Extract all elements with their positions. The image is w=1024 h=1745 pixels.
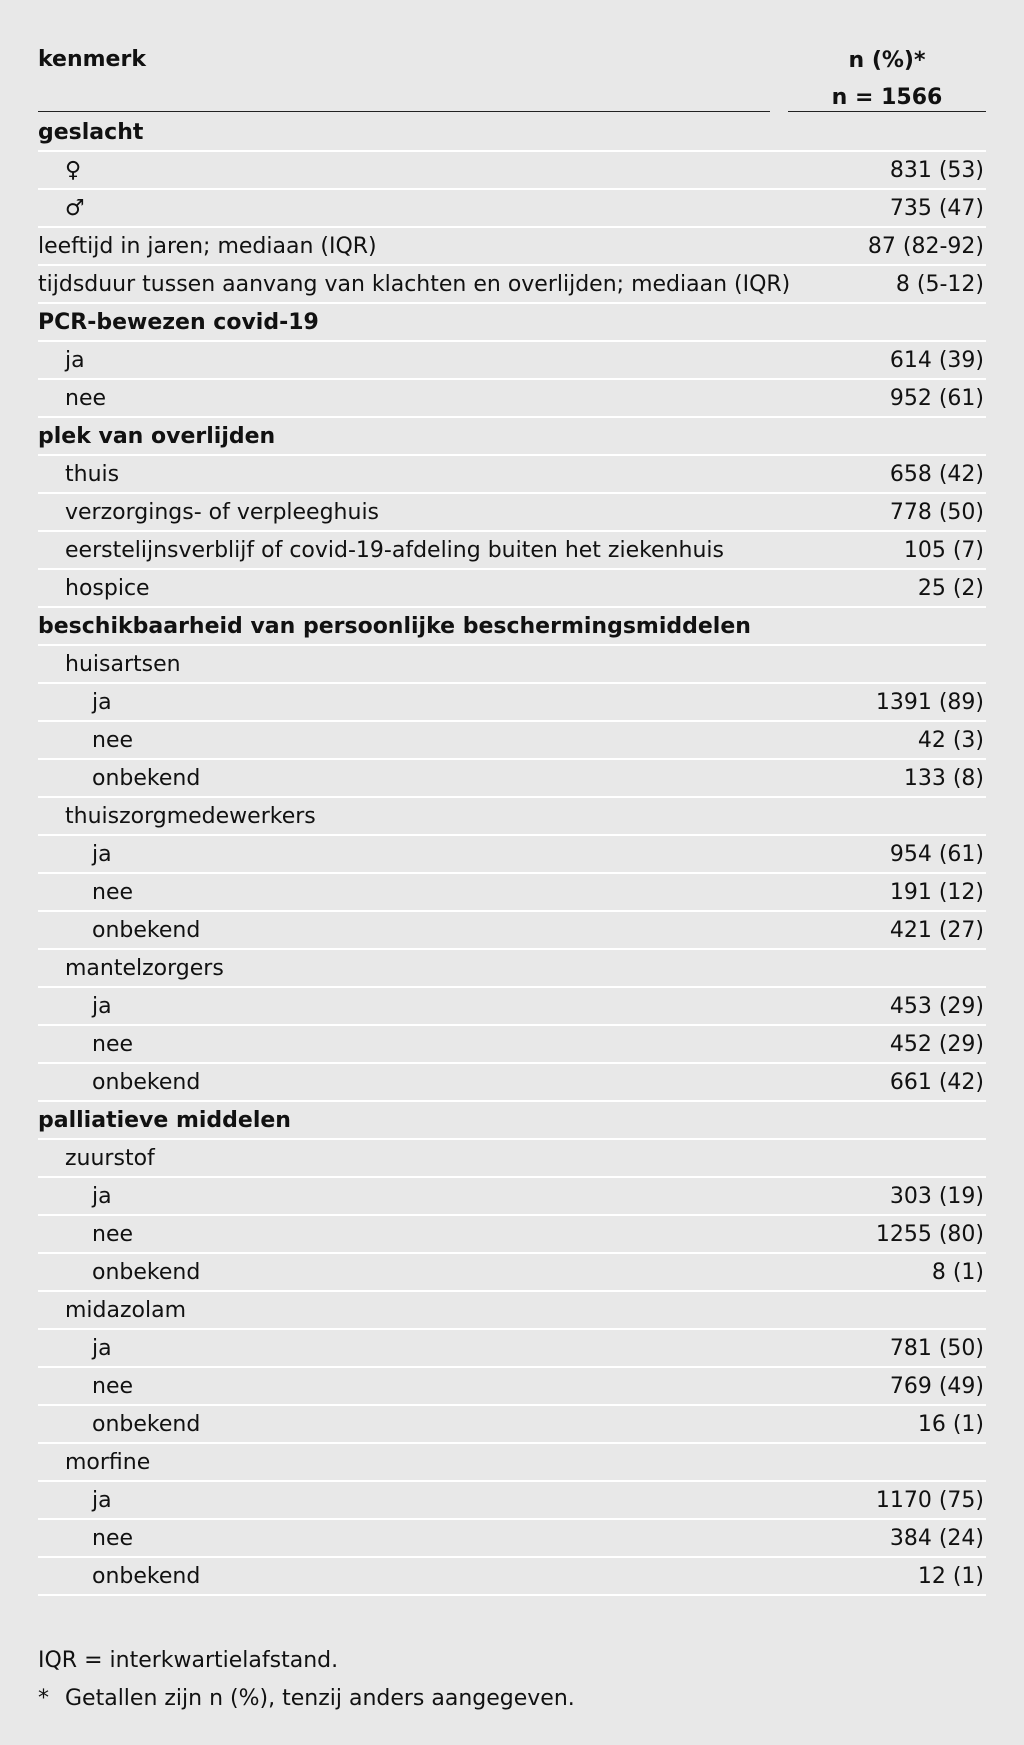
row-value: 1170 (75): [875, 1488, 984, 1513]
row-value: 105 (7): [903, 538, 984, 563]
row-label: ja: [92, 994, 112, 1019]
column-header-kenmerk: kenmerk: [38, 47, 146, 72]
header-rule-right: [788, 111, 986, 112]
row-value: 191 (12): [889, 880, 984, 905]
table-row: [38, 570, 986, 608]
row-label: thuiszorgmedewerkers: [65, 804, 316, 829]
row-value: 452 (29): [889, 1032, 984, 1057]
table-body: [38, 114, 986, 1596]
row-value: 658 (42): [889, 462, 984, 487]
row-label: ♀: [65, 158, 82, 183]
row-label: geslacht: [38, 120, 144, 145]
row-label: ja: [92, 1184, 112, 1209]
table-row: [38, 1444, 986, 1482]
table-row: [38, 190, 986, 228]
row-value: 778 (50): [889, 500, 984, 525]
row-label: plek van overlijden: [38, 424, 276, 449]
table-row: [38, 1406, 986, 1444]
table-row: [38, 722, 986, 760]
row-label: mantelzorgers: [65, 956, 224, 981]
table-row: [38, 1558, 986, 1596]
table-row: [38, 950, 986, 988]
table-row: [38, 1178, 986, 1216]
column-header-count-line2: n = 1566: [831, 85, 943, 110]
row-label: onbekend: [92, 1564, 201, 1589]
row-label: zuurstof: [65, 1146, 155, 1171]
table-row: [38, 532, 986, 570]
row-label: PCR-bewezen covid-19: [38, 310, 319, 335]
table-row: [38, 760, 986, 798]
row-label: nee: [92, 880, 134, 905]
row-label: ja: [92, 1336, 112, 1361]
row-label: onbekend: [92, 766, 201, 791]
table-row: [38, 342, 986, 380]
table-row: [38, 988, 986, 1026]
table-row: [38, 646, 986, 684]
row-value: 831 (53): [889, 158, 984, 183]
row-value: 952 (61): [889, 386, 984, 411]
row-label: nee: [92, 1222, 134, 1247]
row-label: leeftijd in jaren; mediaan (IQR): [38, 234, 377, 259]
row-value: 954 (61): [889, 842, 984, 867]
row-value: 781 (50): [889, 1336, 984, 1361]
row-value: 1255 (80): [875, 1222, 984, 1247]
row-label: onbekend: [92, 1412, 201, 1437]
table-section-header: [38, 1102, 986, 1140]
row-label: ja: [92, 690, 112, 715]
row-label: thuis: [65, 462, 120, 487]
row-value: 303 (19): [889, 1184, 984, 1209]
table-row: [38, 152, 986, 190]
row-label: onbekend: [92, 918, 201, 943]
row-value: 16 (1): [917, 1412, 984, 1437]
table-row: [38, 380, 986, 418]
row-value: 8 (1): [931, 1260, 984, 1285]
characteristics-table: [38, 38, 986, 1596]
table-row: [38, 874, 986, 912]
table-row: [38, 494, 986, 532]
table-row: [38, 228, 986, 266]
table-section-header: [38, 608, 986, 646]
row-value: 453 (29): [889, 994, 984, 1019]
row-value: 133 (8): [903, 766, 984, 791]
footnote-star-symbol: *: [38, 1686, 49, 1711]
row-label: morfine: [65, 1450, 151, 1475]
row-value: 735 (47): [889, 196, 984, 221]
row-label: huisartsen: [65, 652, 181, 677]
table-row: [38, 1368, 986, 1406]
table-row: [38, 684, 986, 722]
row-label: tijdsduur tussen aanvang van klachten en overlijden; mediaan (IQR): [38, 272, 791, 297]
row-label: hospice: [65, 576, 150, 601]
footnote-iqr: IQR = interkwartielafstand.: [38, 1648, 339, 1673]
table-row: [38, 1064, 986, 1102]
row-label: onbekend: [92, 1070, 201, 1095]
row-value: 12 (1): [917, 1564, 984, 1589]
table-row: [38, 1254, 986, 1292]
row-value: 25 (2): [917, 576, 984, 601]
table-row: [38, 1292, 986, 1330]
row-value: 661 (42): [889, 1070, 984, 1095]
table-row: [38, 912, 986, 950]
table-row: [38, 1330, 986, 1368]
table-row: [38, 266, 986, 304]
row-value: 87 (82-92): [867, 234, 984, 259]
footnote-star: [38, 1680, 575, 1718]
row-value: 1391 (89): [875, 690, 984, 715]
table-row: [38, 1140, 986, 1178]
row-value: 421 (27): [889, 918, 984, 943]
table-section-header: [38, 304, 986, 342]
table-row: [38, 1216, 986, 1254]
row-label: nee: [65, 386, 107, 411]
row-label: nee: [92, 1374, 134, 1399]
row-label: ja: [65, 348, 85, 373]
row-label: ♂: [65, 196, 85, 221]
table-section-header: [38, 114, 986, 152]
row-value: 42 (3): [917, 728, 984, 753]
row-label: midazolam: [65, 1298, 187, 1323]
table-row: [38, 1026, 986, 1064]
row-label: verzorgings- of verpleeghuis: [65, 500, 380, 525]
table-section-header: [38, 418, 986, 456]
table-row: [38, 798, 986, 836]
row-label: ja: [92, 1488, 112, 1513]
row-label: nee: [92, 728, 134, 753]
row-label: nee: [92, 1032, 134, 1057]
row-value: 384 (24): [889, 1526, 984, 1551]
row-value: 769 (49): [889, 1374, 984, 1399]
row-label: eerstelijnsverblijf of covid-19-afdeling buiten het ziekenhuis: [65, 538, 725, 563]
table-row: [38, 1520, 986, 1558]
column-header-count: [788, 42, 986, 116]
row-value: 8 (5-12): [895, 272, 984, 297]
row-label: onbekend: [92, 1260, 201, 1285]
table-row: [38, 1482, 986, 1520]
row-value: 614 (39): [889, 348, 984, 373]
column-header-count-line1: n (%)*: [848, 48, 926, 73]
row-label: nee: [92, 1526, 134, 1551]
table-footnotes: [38, 1642, 575, 1718]
row-label: beschikbaarheid van persoonlijke beschermingsmiddelen: [38, 614, 751, 639]
table-header: [38, 38, 986, 114]
row-label: ja: [92, 842, 112, 867]
footnote-star-text: Getallen zijn n (%), tenzij anders aangegeven.: [65, 1686, 575, 1711]
header-rule-left: [38, 111, 770, 112]
table-row: [38, 456, 986, 494]
row-label: palliatieve middelen: [38, 1108, 291, 1133]
table-row: [38, 836, 986, 874]
